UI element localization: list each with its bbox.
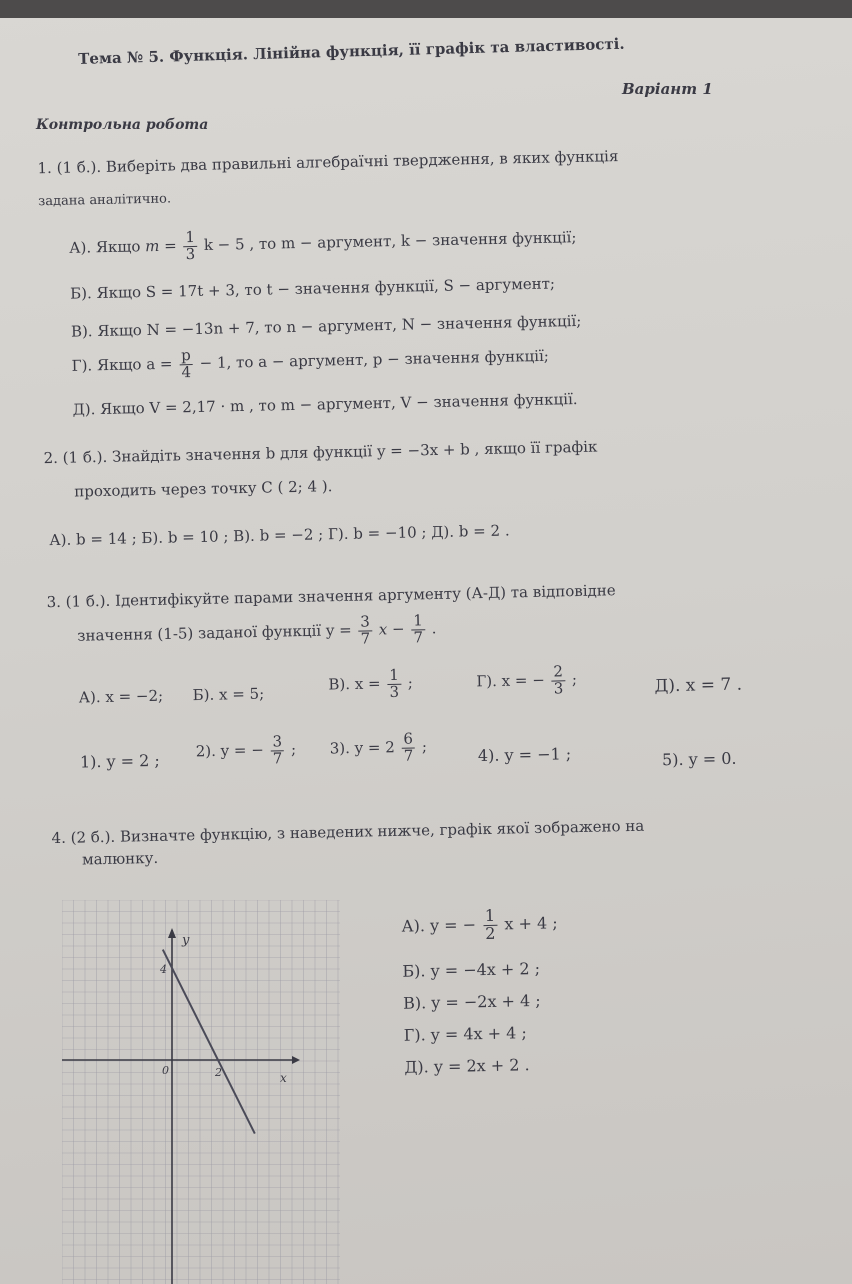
q3-function-prefix: значення (1-5) заданої функції y = [77, 621, 352, 645]
q2-line1: 2. (1 б.). Знайдіть значення b для функції y = −3x + b , якщо її графік [43, 437, 598, 468]
q4-option-d: Г). y = 4x + 4 ; [403, 1023, 528, 1045]
q1-d-prefix: Г). Якщо a = [71, 354, 173, 375]
q3-arg-a: А). x = −2; [78, 686, 164, 707]
q3-r3-end: ; [421, 737, 428, 756]
q3-fraction-1 [358, 614, 372, 647]
q4-a-num: 1 [483, 908, 498, 926]
q3-function-mid: x − [378, 619, 405, 639]
q3-f-den1: 7 [360, 629, 371, 648]
q4-line2: малюнку. [81, 848, 159, 869]
q3-arg-c [328, 665, 413, 702]
q3-value-1: 1). y = 2 ; [79, 750, 161, 772]
q1-option-c: В). Якщо N = −13n + 7, то n − аргумент, N − значення функції; [70, 311, 582, 341]
q2-answers: А). b = 14 ; Б). b = 10 ; В). b = −2 ; Г). b = −10 ; Д). b = 2 . [49, 521, 510, 550]
page-title: Тема № 5. Функція. Лінійна функція, її графік та властивості. [78, 34, 625, 68]
q1-a-lhs: m = [145, 236, 177, 256]
q3-d-den: 3 [553, 679, 564, 698]
q4-line1: 4. (2 б.). Визначте функцію, з наведених нижче, графік якої зображено на [51, 816, 645, 848]
q1-option-a [69, 222, 577, 265]
q3-r3-den: 7 [403, 746, 414, 765]
q3-r2-den: 7 [272, 749, 283, 768]
y-axis-label: y [182, 933, 190, 948]
q3-d-prefix: Г). x = − [476, 670, 546, 691]
q1-d-rest: − 1, то a − аргумент, p − значення функції; [199, 346, 550, 373]
x-axis-label: x [280, 1071, 287, 1085]
q1-a-den: 3 [185, 244, 196, 263]
work-type-label: Контрольна робота [36, 117, 209, 133]
q3-r2-prefix: 2). y = − [195, 740, 265, 761]
q3-value-3 [329, 731, 427, 766]
q3-value-2 [195, 734, 296, 769]
q1-d-den: 4 [181, 362, 192, 382]
q3-d-num: 2 [551, 664, 565, 681]
q1-line1: 1. (1 б.). Виберіть два правильні алгебраїчні твердження, в яких функція [37, 147, 619, 178]
q3-arg-d [476, 664, 577, 699]
q2-line2: проходить через точку C ( 2; 4 ). [74, 477, 333, 501]
q1-a-rest: k − 5 , то m − аргумент, k − значення функції; [203, 228, 577, 255]
q3-d-fraction [551, 664, 565, 697]
q4-a-fraction [483, 905, 498, 943]
x-axis-arrow-icon [292, 1056, 300, 1064]
q3-c-num: 1 [387, 668, 401, 685]
q3-value-5: 5). y = 0. [661, 748, 737, 770]
q4-a-prefix: А). y = − [401, 915, 477, 936]
q3-r3-prefix: 3). y = 2 [329, 738, 395, 758]
q1-a-fraction [183, 227, 197, 263]
q1-line2: задана аналітично. [38, 191, 172, 210]
photo-dark-edge [0, 0, 852, 18]
q1-d-num: p [179, 348, 193, 365]
q1-option-b: Б). Якщо S = 17t + 3, то t − значення функції, S − аргумент; [69, 274, 556, 303]
q3-c-end: ; [407, 673, 413, 692]
q3-r3-fraction [401, 731, 415, 764]
q4-option-e: Д). y = 2x + 2 . [404, 1055, 530, 1077]
y-intercept-label: 4 [160, 963, 167, 976]
q3-f-num2: 1 [411, 613, 425, 630]
q1-a-prefix: А). Якщо [69, 237, 141, 257]
q4-option-b: Б). y = −4x + 2 ; [402, 958, 541, 981]
q1-option-e: Д). Якщо V = 2,17 · m , то m − аргумент, V − значення функції. [72, 389, 578, 419]
function-line [163, 950, 255, 1134]
q3-c-den: 3 [389, 682, 400, 701]
q3-fraction-2 [411, 613, 425, 646]
q3-r3-num: 6 [401, 731, 415, 748]
variant-label: Варіант 1 [622, 80, 713, 98]
y-axis-arrow-icon [168, 928, 176, 938]
q1-d-fraction [179, 348, 193, 381]
q3-d-end: ; [571, 670, 578, 689]
q3-line1: 3. (1 б.). Ідентифікуйте парами значення аргументу (А-Д) та відповідне [46, 581, 616, 612]
q1-option-d [71, 341, 549, 383]
q3-line2 [77, 613, 437, 653]
q4-option-c: В). y = −2x + 4 ; [402, 990, 541, 1013]
function-graph [62, 900, 340, 1284]
q3-r2-fraction [270, 734, 284, 767]
q3-r2-end: ; [290, 740, 297, 759]
q3-function-end: . [431, 619, 437, 638]
q3-c-fraction [387, 665, 401, 701]
q1-a-num: 1 [183, 230, 197, 247]
q3-r2-num: 3 [270, 734, 284, 751]
q3-f-num1: 3 [358, 614, 372, 631]
q3-f-den2: 7 [413, 628, 424, 647]
q3-arg-b: Б). x = 5; [192, 684, 265, 705]
graph-canvas [62, 900, 340, 1284]
q4-a-den: 2 [485, 923, 496, 943]
q3-value-4: 4). y = −1 ; [477, 744, 572, 766]
x-intercept-label: 2 [215, 1066, 222, 1079]
q3-c-prefix: В). x = [328, 674, 381, 694]
q4-a-end: x + 4 ; [504, 913, 558, 934]
q3-arg-e: Д). x = 7 . [654, 674, 743, 697]
origin-label: 0 [162, 1064, 169, 1077]
q4-option-a [401, 907, 558, 945]
